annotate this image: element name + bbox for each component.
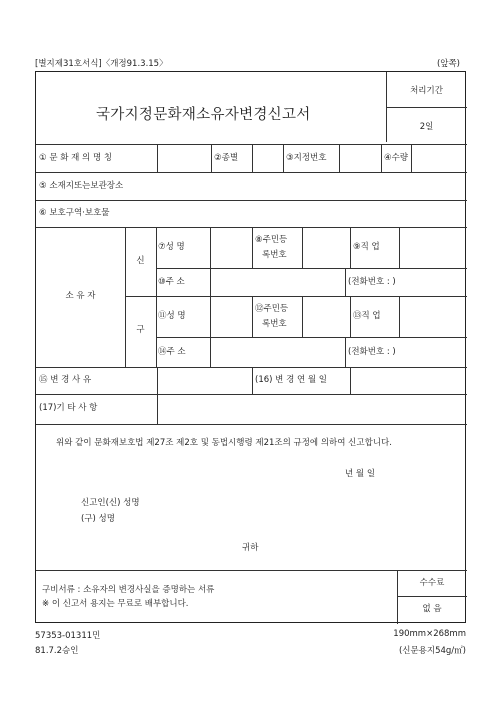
addressee: 귀하 [242,543,259,553]
owner-label: 소 유 자 [65,291,96,301]
form-number: [별지제31호서식]〈개정91.3.15〉 [35,59,168,69]
form-title: 국가지정문화재소유자변경신고서 [96,107,311,123]
heritage-name-label: ① 문 화 재 의 명 칭 [39,153,113,163]
fee-label: 수수료 [419,578,445,588]
declaration-date: 년 월 일 [345,469,376,479]
new-owner-name-label: ⑦성 명 [158,242,185,252]
free-form-note: ※ 이 신고서 용지는 무료로 배부합니다. [42,599,189,609]
new-owner-phone-label: (전화번호 : ) [348,277,396,287]
declaration-text: 위와 같이 문화재보호법 제27조 제2호 및 동법시행령 제21조의 규정에 의하여 신고합니다. [56,438,392,448]
old-owner-job-label: ⑬직 업 [353,311,381,321]
new-signer-label: 신고인(신) 성명 [81,498,140,508]
old-owner-resident-number-label-1: ⑫주민등 [255,304,289,314]
designation-number-label: ③지정번호 [286,153,327,163]
required-documents: 구비서류 : 소유자의 변경사실을 증명하는 서류 [42,585,215,595]
type-label: ②종별 [214,153,239,163]
old-signer-label: (구) 성명 [81,514,115,524]
approval-date: 81.7.2승인 [35,646,79,656]
change-reason-label: ⑮ 변 경 사 유 [39,375,92,385]
old-owner-address-label: ⑭주 소 [158,347,186,357]
processing-period-label: 처리기간 [410,86,443,96]
new-owner-address-label: ⑩주 소 [158,277,185,287]
old-owner-resident-number-label-2: 록번호 [262,319,287,329]
new-owner-job-label: ⑨직 업 [353,242,380,252]
change-date-label: (16) 변 경 연 월 일 [255,375,328,385]
form-code: 57353-01311민 [35,631,101,641]
quantity-label: ④수량 [384,153,409,163]
fee-value: 없 음 [422,604,442,614]
protection-zone-label: ⑥ 보호구역·보호물 [39,208,110,218]
paper-type: (신문용지54g/㎡) [398,646,466,656]
location-label: ⑤ 소재지또는보관장소 [39,181,124,191]
new-owner-resident-number-label-2: 록번호 [262,250,287,260]
new-owner-label: 신 [136,256,145,266]
paper-size: 190mm×268mm [393,629,466,639]
old-owner-label: 구 [136,325,145,335]
new-owner-resident-number-label-1: ⑧주민등 [255,235,288,245]
old-owner-phone-label: (전화번호 : ) [348,347,396,357]
old-owner-name-label: ⑪성 명 [158,311,186,321]
processing-period-value: 2일 [419,122,434,132]
report-form [35,71,466,623]
other-notes-label: (17)기 타 사 항 [39,403,98,413]
page-side: (앞쪽) [436,59,460,69]
